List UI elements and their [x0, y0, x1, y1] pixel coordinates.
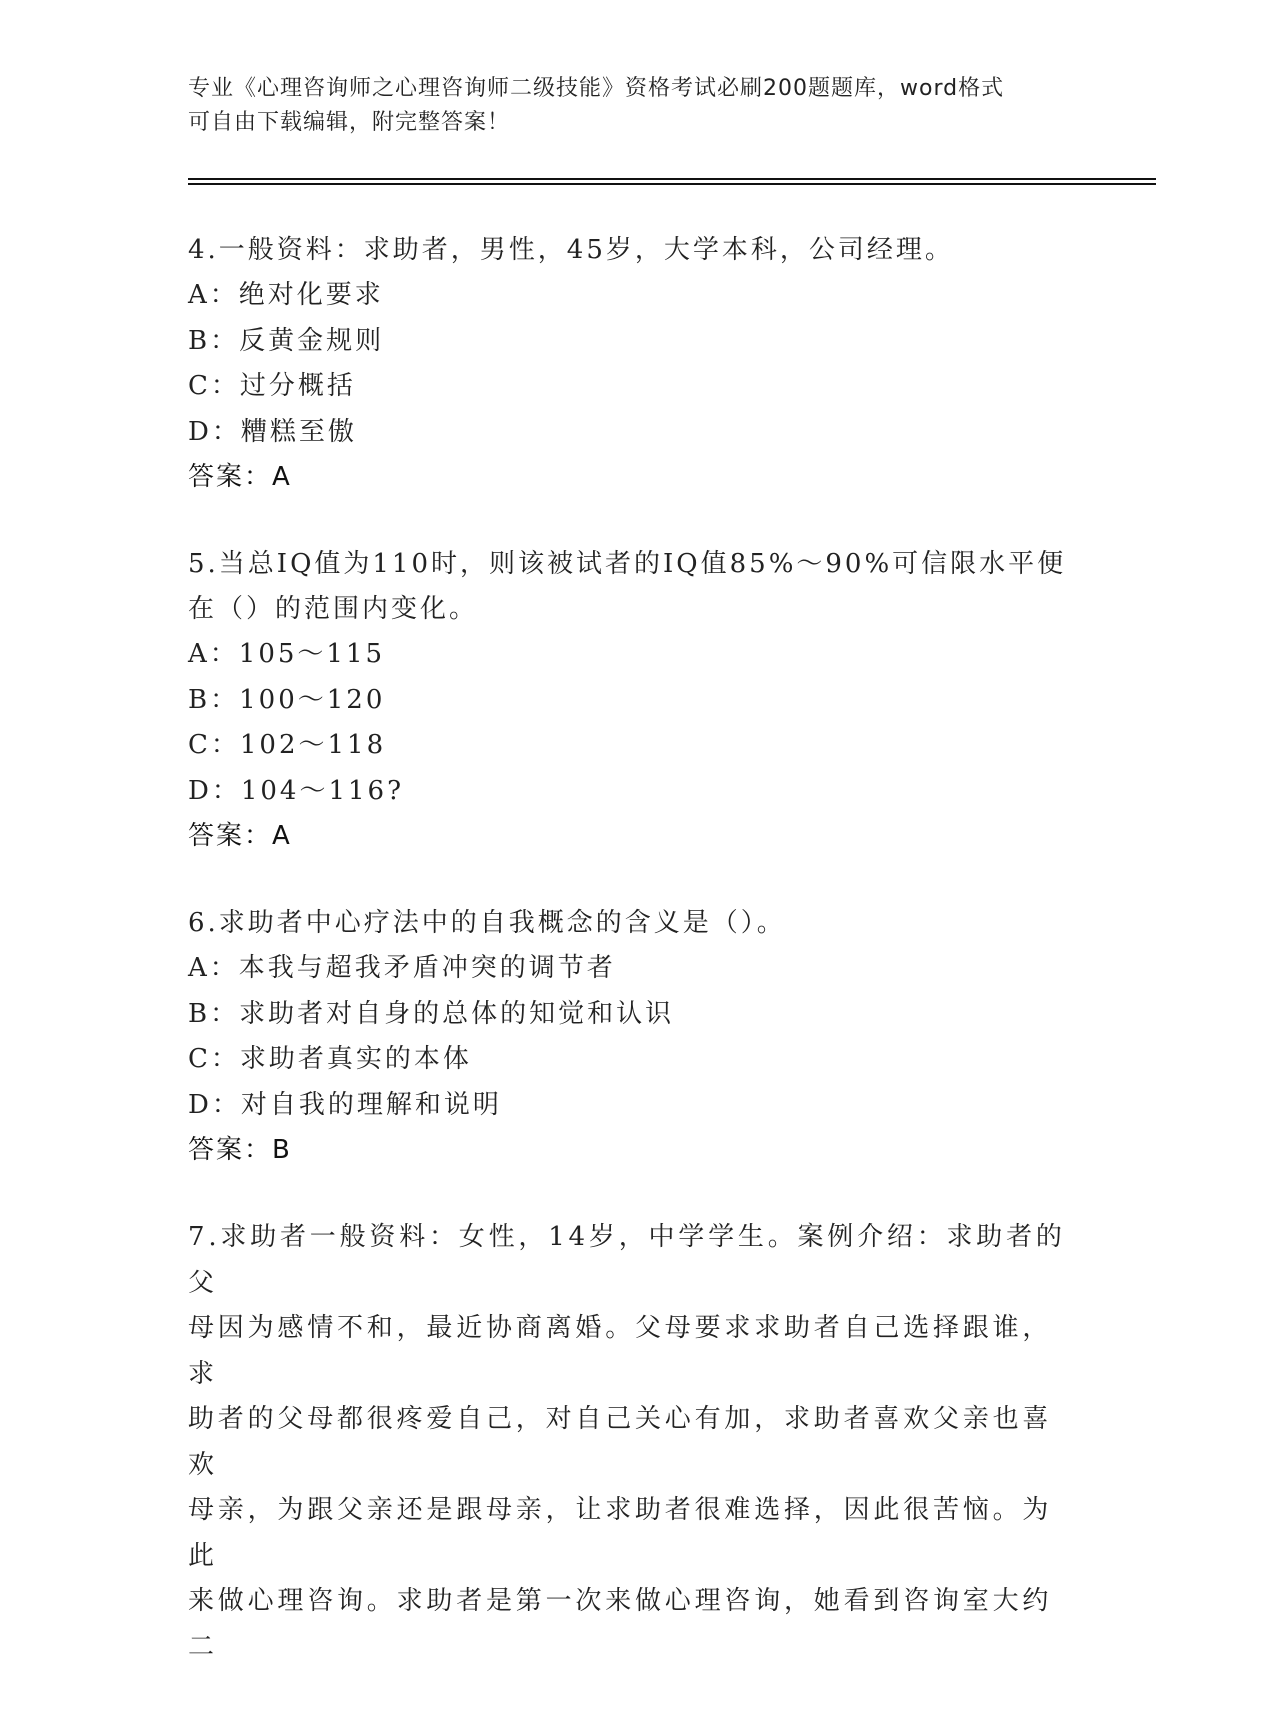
question-7	[188, 1215, 1068, 1670]
option-c: C：求助者真实的本体	[188, 1044, 472, 1074]
question-text-line-5: 来做心理咨询。求助者是第一次来做心理咨询，她看到咨询室大约二	[188, 1586, 1053, 1662]
option-d: D：对自我的理解和说明	[188, 1089, 502, 1120]
option-c: C：过分概括	[188, 371, 356, 401]
option-d: D：糟糕至傲	[188, 416, 357, 447]
option-d: D：104～116?	[188, 775, 405, 806]
option-a: A：绝对化要求	[188, 280, 384, 310]
question-text-line-3: 助者的父母都很疼爱自己，对自己关心有加，求助者喜欢父亲也喜欢	[188, 1404, 1053, 1480]
answer: 答案：B	[188, 1135, 292, 1165]
question-text-line-2: 在（）的范围内变化。	[188, 594, 479, 624]
question-text: 6.求助者中心疗法中的自我概念的含义是（）。	[188, 908, 786, 938]
header-divider-top	[188, 178, 1156, 180]
question-text-line-1: 5.当总IQ值为110时，则该被试者的IQ值85%～90%可信限水平便	[188, 549, 1067, 579]
question-text: 4.一般资料：求助者，男性，45岁，大学本科，公司经理。	[188, 235, 954, 265]
question-text-line-2: 母因为感情不和，最近协商离婚。父母要求求助者自己选择跟谁，求	[188, 1313, 1053, 1389]
header-line-1: 专业《心理咨询师之心理咨询师二级技能》资格考试必刷200题题库，word格式	[188, 76, 1005, 101]
option-b: B：100～120	[188, 684, 386, 715]
question-list	[188, 228, 1068, 1712]
option-c: C：102～118	[188, 730, 387, 760]
question-5	[188, 542, 1068, 859]
answer: 答案：A	[188, 821, 292, 851]
question-4	[188, 228, 1068, 500]
document-header	[188, 72, 1068, 140]
header-line-2: 可自由下载编辑，附完整答案！	[188, 110, 511, 135]
option-b: B：求助者对自身的总体的知觉和认识	[188, 998, 675, 1029]
question-6	[188, 901, 1068, 1173]
option-b: B：反黄金规则	[188, 325, 385, 356]
question-text-line-1: 7.求助者一般资料：女性，14岁，中学学生。案例介绍：求助者的父	[188, 1222, 1066, 1298]
question-text-line-4: 母亲，为跟父亲还是跟母亲，让求助者很难选择，因此很苦恼。为此	[188, 1495, 1053, 1571]
header-divider-bottom	[188, 183, 1156, 185]
option-a: A：本我与超我矛盾冲突的调节者	[188, 953, 616, 983]
answer: 答案：A	[188, 462, 292, 492]
option-a: A：105～115	[188, 639, 386, 669]
